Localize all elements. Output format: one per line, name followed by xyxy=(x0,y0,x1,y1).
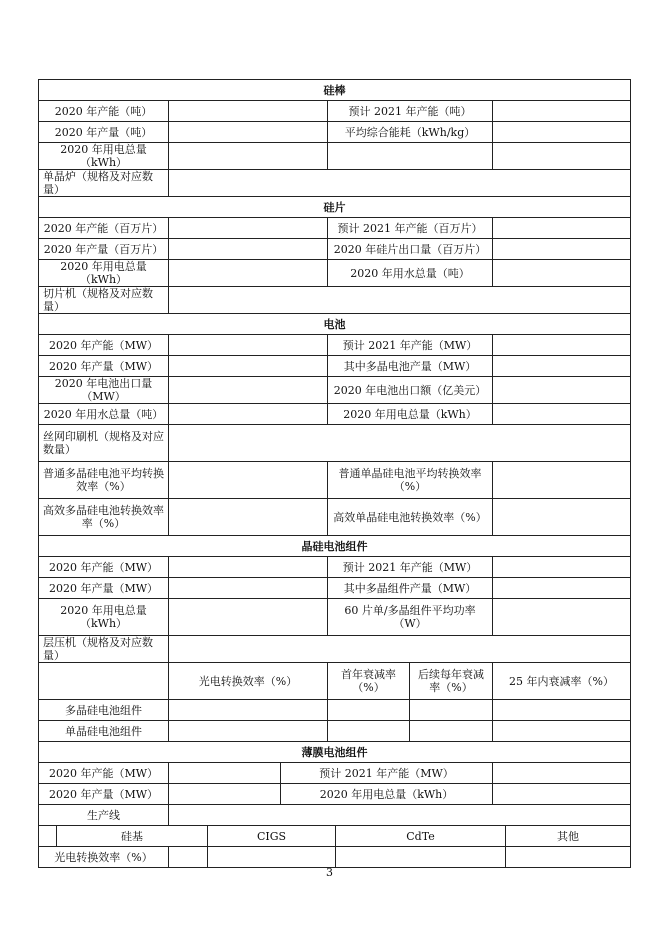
value-cell[interactable] xyxy=(169,700,328,721)
row-label: 光电转换效率（%） xyxy=(39,847,169,868)
label-cell: 2020 年电池出口额（亿美元） xyxy=(328,377,493,404)
value-cell[interactable] xyxy=(493,578,631,599)
value-cell[interactable] xyxy=(493,356,631,377)
empty-cell xyxy=(328,143,493,170)
section-title-thinfilm: 薄膜电池组件 xyxy=(39,742,631,763)
label-cell: 平均综合能耗（kWh/kg） xyxy=(328,122,493,143)
value-cell[interactable] xyxy=(169,578,328,599)
value-cell[interactable] xyxy=(169,260,328,287)
label-cell: 2020 年产能（MW） xyxy=(39,557,169,578)
label-cell: 预计 2021 年产能（MW） xyxy=(328,335,493,356)
column-header: CdTe xyxy=(336,826,506,847)
label-cell: 2020 年产能（百万片） xyxy=(39,218,169,239)
value-cell[interactable] xyxy=(493,335,631,356)
label-cell: 2020 年产量（MW） xyxy=(39,578,169,599)
value-cell[interactable] xyxy=(493,557,631,578)
value-cell[interactable] xyxy=(493,239,631,260)
empty-cell xyxy=(39,826,57,847)
label-cell: 2020 年产量（百万片） xyxy=(39,239,169,260)
value-cell[interactable] xyxy=(493,784,631,805)
value-cell[interactable] xyxy=(493,599,631,636)
value-cell[interactable] xyxy=(328,700,410,721)
value-cell[interactable] xyxy=(169,636,631,663)
survey-table xyxy=(38,79,631,868)
value-cell[interactable] xyxy=(169,805,631,826)
label-cell: 2020 年产能（MW） xyxy=(39,763,169,784)
value-cell[interactable] xyxy=(493,101,631,122)
value-cell[interactable] xyxy=(169,101,328,122)
label-cell: 2020 年用电总量（kWh） xyxy=(281,784,493,805)
column-header: 25 年内衰减率（%） xyxy=(493,663,631,700)
value-cell[interactable] xyxy=(493,143,631,170)
label-cell: 普通多晶硅电池平均转换效率（%） xyxy=(39,462,169,499)
label-cell: 生产线 xyxy=(39,805,169,826)
value-cell[interactable] xyxy=(169,377,328,404)
label-cell: 2020 年产能（MW） xyxy=(39,335,169,356)
label-cell: 2020 年用水总量（吨） xyxy=(39,404,169,425)
value-cell[interactable] xyxy=(169,721,328,742)
label-cell: 2020 年用电总量（kWh） xyxy=(39,599,169,636)
value-cell[interactable] xyxy=(169,599,328,636)
column-header: 首年衰减率（%） xyxy=(328,663,410,700)
value-cell[interactable] xyxy=(169,122,328,143)
label-cell: 预计 2021 年产能（百万片） xyxy=(328,218,493,239)
section-title-ingot: 硅棒 xyxy=(39,80,631,101)
value-cell[interactable] xyxy=(328,721,410,742)
value-cell[interactable] xyxy=(169,143,328,170)
label-cell: 2020 年用电总量（kWh） xyxy=(328,404,493,425)
label-cell: 2020 年产量（MW） xyxy=(39,356,169,377)
label-cell: 2020 年硅片出口量（百万片） xyxy=(328,239,493,260)
column-header: 硅基 xyxy=(57,826,208,847)
equipment-label: 层压机（规格及对应数量） xyxy=(39,636,169,663)
value-cell[interactable] xyxy=(493,404,631,425)
value-cell[interactable] xyxy=(208,847,336,868)
label-cell: 其中多晶电池产量（MW） xyxy=(328,356,493,377)
value-cell[interactable] xyxy=(169,404,328,425)
section-title-module: 晶硅电池组件 xyxy=(39,536,631,557)
page-number: 3 xyxy=(326,866,333,879)
value-cell[interactable] xyxy=(169,847,208,868)
value-cell[interactable] xyxy=(493,462,631,499)
label-cell: 2020 年产能（吨） xyxy=(39,101,169,122)
value-cell[interactable] xyxy=(493,218,631,239)
value-cell[interactable] xyxy=(493,377,631,404)
label-cell: 2020 年用电总量（kWh） xyxy=(39,260,169,287)
label-cell: 高效多晶硅电池转换效率率（%） xyxy=(39,499,169,536)
value-cell[interactable] xyxy=(169,218,328,239)
value-cell[interactable] xyxy=(493,260,631,287)
label-cell: 2020 年产量（MW） xyxy=(39,784,169,805)
value-cell[interactable] xyxy=(506,847,631,868)
value-cell[interactable] xyxy=(169,425,631,462)
equipment-label: 单晶炉（规格及对应数量） xyxy=(39,170,169,197)
value-cell[interactable] xyxy=(169,784,281,805)
empty-cell xyxy=(39,663,169,700)
value-cell[interactable] xyxy=(169,356,328,377)
label-cell: 2020 年电池出口量（MW） xyxy=(39,377,169,404)
label-cell: 60 片单/多晶组件平均功率（W） xyxy=(328,599,493,636)
value-cell[interactable] xyxy=(493,499,631,536)
value-cell[interactable] xyxy=(410,721,493,742)
value-cell[interactable] xyxy=(169,239,328,260)
value-cell[interactable] xyxy=(169,499,328,536)
label-cell: 2020 年用水总量（吨） xyxy=(328,260,493,287)
value-cell[interactable] xyxy=(169,170,631,197)
column-header: CIGS xyxy=(208,826,336,847)
value-cell[interactable] xyxy=(493,122,631,143)
row-label: 单晶硅电池组件 xyxy=(39,721,169,742)
value-cell[interactable] xyxy=(493,700,631,721)
label-cell: 预计 2021 年产能（吨） xyxy=(328,101,493,122)
section-title-cell: 电池 xyxy=(39,314,631,335)
equipment-label: 丝网印刷机（规格及对应数量） xyxy=(39,425,169,462)
label-cell: 2020 年用电总量（kWh） xyxy=(39,143,169,170)
label-cell: 其中多晶组件产量（MW） xyxy=(328,578,493,599)
value-cell[interactable] xyxy=(493,763,631,784)
column-header: 光电转换效率（%） xyxy=(169,663,328,700)
label-cell: 普通单晶硅电池平均转换效率（%） xyxy=(328,462,493,499)
label-cell: 预计 2021 年产能（MW） xyxy=(281,763,493,784)
value-cell[interactable] xyxy=(169,557,328,578)
value-cell[interactable] xyxy=(493,721,631,742)
column-header: 其他 xyxy=(506,826,631,847)
value-cell[interactable] xyxy=(410,700,493,721)
label-cell: 2020 年产量（吨） xyxy=(39,122,169,143)
value-cell[interactable] xyxy=(169,335,328,356)
value-cell[interactable] xyxy=(169,287,631,314)
value-cell[interactable] xyxy=(336,847,506,868)
value-cell[interactable] xyxy=(169,763,281,784)
column-header: 后续每年衰减率（%） xyxy=(410,663,493,700)
value-cell[interactable] xyxy=(169,462,328,499)
label-cell: 预计 2021 年产能（MW） xyxy=(328,557,493,578)
row-label: 多晶硅电池组件 xyxy=(39,700,169,721)
section-title-wafer: 硅片 xyxy=(39,197,631,218)
label-cell: 高效单晶硅电池转换效率（%） xyxy=(328,499,493,536)
equipment-label: 切片机（规格及对应数量） xyxy=(39,287,169,314)
